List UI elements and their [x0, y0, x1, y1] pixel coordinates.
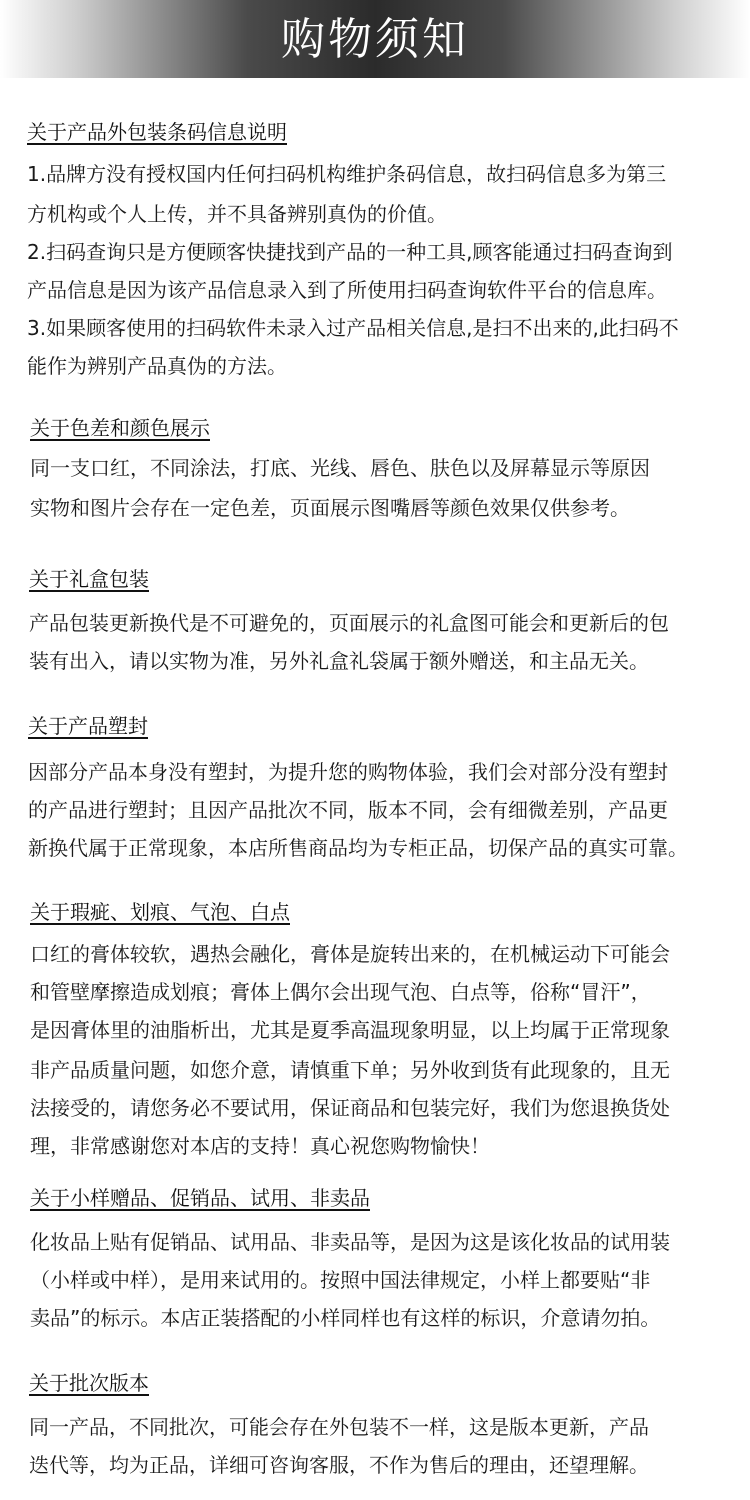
section-heading: 关于礼盒包装	[29, 567, 149, 591]
section-heading: 关于瑕疵、划痕、气泡、白点	[30, 900, 290, 924]
section-heading: 关于色差和颜色展示	[30, 416, 210, 440]
paragraph-line: 是因膏体里的油脂析出，尤其是夏季高温现象明显，以上均属于正常现象	[30, 1018, 670, 1042]
paragraph-line: 方机构或个人上传，并不具备辨别真伪的价值。	[27, 202, 447, 226]
paragraph-line: 卖品”的标示。本店正装搭配的小样同样也有这样的标识，介意请勿拍。	[30, 1306, 661, 1330]
paragraph-line: 因部分产品本身没有塑封，为提升您的购物体验，我们会对部分没有塑封	[28, 760, 668, 784]
paragraph-line: 口红的膏体较软，遇热会融化，膏体是旋转出来的，在机械运动下可能会	[30, 942, 670, 966]
paragraph-line: （小样或中样），是用来试用的。按照中国法律规定，小样上都要贴“非	[30, 1268, 651, 1292]
paragraph-line: 能作为辨别产品真伪的方法。	[27, 354, 287, 378]
section-heading: 关于小样赠品、促销品、试用、非卖品	[30, 1186, 370, 1210]
paragraph-line: 3.如果顾客使用的扫码软件未录入过产品相关信息,是扫不出来的,此扫码不	[27, 316, 679, 340]
section-heading: 关于产品塑封	[28, 714, 148, 738]
paragraph-line: 和管壁摩擦造成划痕；膏体上偶尔会出现气泡、白点等，俗称“冒汗”，	[30, 980, 651, 1004]
paragraph-line: 1.品牌方没有授权国内任何扫码机构维护条码信息，故扫码信息多为第三	[27, 162, 667, 186]
paragraph-line: 化妆品上贴有促销品、试用品、非卖品等，是因为这是该化妆品的试用装	[30, 1230, 670, 1254]
page-title: 购物须知	[281, 14, 469, 65]
section-heading: 关于产品外包装条码信息说明	[27, 120, 287, 144]
paragraph-line: 同一支口红，不同涂法，打底、光线、唇色、肤色以及屏幕显示等原因	[30, 456, 650, 480]
paragraph-line: 同一产品，不同批次，可能会存在外包装不一样，这是版本更新，产品	[29, 1415, 649, 1439]
paragraph-line: 非产品质量问题，如您介意，请慎重下单；另外收到货有此现象的，且无	[30, 1058, 670, 1082]
paragraph-line: 迭代等，均为正品，详细可咨询客服，不作为售后的理由，还望理解。	[29, 1453, 649, 1477]
title-banner	[0, 0, 750, 78]
paragraph-line: 产品包装更新换代是不可避免的，页面展示的礼盒图可能会和更新后的包	[29, 611, 669, 635]
paragraph-line: 理，非常感谢您对本店的支持！真心祝您购物愉快！	[30, 1134, 490, 1158]
paragraph-line: 的产品进行塑封；且因产品批次不同，版本不同，会有细微差别，产品更	[28, 798, 668, 822]
paragraph-line: 装有出入，请以实物为准，另外礼盒礼袋属于额外赠送，和主品无关。	[29, 649, 649, 673]
paragraph-line: 2.扫码查询只是方便顾客快捷找到产品的一种工具,顾客能通过扫码查询到	[27, 240, 673, 264]
paragraph-line: 法接受的，请您务必不要试用，保证商品和包装完好，我们为您退换货处	[30, 1096, 670, 1120]
section-heading: 关于批次版本	[29, 1371, 149, 1395]
paragraph-line: 新换代属于正常现象，本店所售商品均为专柜正品，切保产品的真实可靠。	[28, 836, 688, 860]
paragraph-line: 实物和图片会存在一定色差，页面展示图嘴唇等颜色效果仅供参考。	[30, 496, 630, 520]
paragraph-line: 产品信息是因为该产品信息录入到了所使用扫码查询软件平台的信息库。	[27, 278, 667, 302]
